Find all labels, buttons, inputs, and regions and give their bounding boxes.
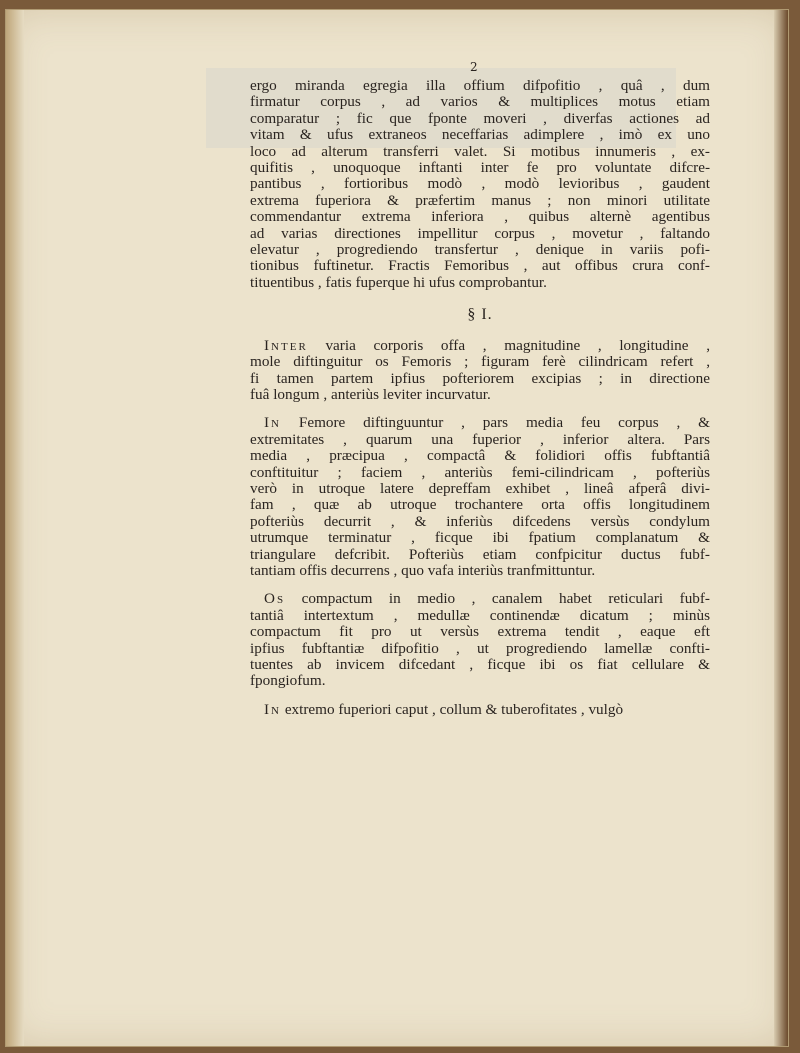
text-line: extrema fuperiora & præfertim manus ; non minori utilitate [250, 192, 710, 209]
text-line: vitam & ufus extraneos neceffarias adimplere , imò ex uno [250, 127, 710, 144]
text-line: tantiâ intertextum , medullæ continendæ dicatum ; minùs [250, 607, 710, 624]
paragraph-gap [250, 690, 710, 702]
section-paragraph [250, 591, 710, 689]
text-line: elevatur , progrediendo transfertur , denique in variis pofi- [250, 242, 710, 259]
text-line: fuâ longum , anteriùs leviter incurvatur. [250, 386, 491, 403]
paragraph-lead-word: In [264, 701, 282, 718]
text-line: fpongiofum. [250, 673, 326, 690]
text-line: ad varias directiones impellitur corpus , movetur , faltando [250, 225, 710, 242]
section-paragraph [250, 702, 710, 718]
page-right-edge [774, 10, 788, 1046]
text-line: conftituitur ; faciem , anteriùs femi-cilindricam , pofteriùs [250, 464, 710, 481]
section-heading: § I. [467, 306, 493, 324]
text-line: utrumque terminatur , ficque ibi fpatium complanatum & [250, 530, 710, 547]
paragraph-lead-word: Inter [264, 337, 308, 354]
text-line-rest: varia corporis offa , magnitudine , longitudine , [307, 337, 710, 354]
intro-paragraph [250, 78, 710, 291]
text-line: ipfius fubftantiæ difpofitio , ut progrediendo lamellæ confti- [250, 640, 710, 657]
paragraph-lead-word: In [264, 415, 282, 432]
text-line: mole diftinguitur os Femoris ; figuram ferè cilindricam refert , [250, 354, 710, 371]
text-line: verò in utroque latere depreffam exhibet , lineâ afperâ divi- [250, 480, 710, 497]
text-line: commendantur extrema inferiora , quibus alternè agentibus [250, 209, 710, 226]
text-line: tionibus fuftinetur. Fractis Femoribus , aut offibus crura conf- [250, 258, 710, 275]
text-line-rest: Femore diftinguuntur , pars media feu corpus , & [281, 415, 710, 432]
section-paragraph [250, 415, 710, 579]
text-line: extremitates , quarum una fuperior , inferior altera. Pars [250, 431, 710, 448]
text-line: pofteriùs decurrit , & inferiùs difcedens versùs condylum [250, 513, 710, 530]
text-line [250, 338, 710, 354]
text-line: tituentibus , fatis fuperque hi ufus comprobantur. [250, 274, 547, 291]
paragraph-lead-word: Os [264, 591, 286, 608]
paragraph-gap [250, 579, 710, 591]
section-body [250, 338, 710, 719]
text-line: tuentes ab invicem difcedant , ficque ibi os fiat cellulare & [250, 657, 710, 673]
text-line: loco ad alterum transferri valet. Si motibus innumeris , ex- [250, 143, 710, 160]
text-line: comparatur ; fic que fponte moveri , diverfas actiones ad [250, 110, 710, 127]
paragraph-gap [250, 403, 710, 415]
text-line: fi tamen partem ipfius pofteriorem excipias ; in directione [250, 370, 710, 387]
text-line: tantiam offis decurrens , quo vafa interiùs tranfmittuntur. [250, 562, 596, 579]
text-line: pantibus , fortioribus modò , modò levioribus , gaudent [250, 176, 710, 193]
page-left-edge [6, 10, 24, 1046]
text-line: firmatur corpus , ad varios & multiplices motus etiam [250, 94, 710, 111]
text-line: quifitis , unoquoque inftanti inter fe pro voluntate difcre- [250, 160, 710, 177]
text-line [250, 415, 710, 431]
section-paragraph [250, 338, 710, 404]
text-line-rest: extremo fuperiori caput , collum & tuberofitates , vulgò [281, 701, 624, 718]
text-line [250, 591, 710, 607]
page-number: 2 [470, 60, 478, 74]
text-line: fam , quæ ab utroque trochantere orta offis longitudinem [250, 497, 710, 514]
text-line [250, 702, 710, 718]
text-line: triangulare defcribit. Pofteriùs etiam confpicitur ductus fubf- [250, 546, 710, 563]
text-line: media , præcipua , compactâ & folidiori offis fubftantiâ [250, 448, 710, 465]
text-line-rest: compactum in medio , canalem habet reticulari fubf- [285, 591, 710, 608]
text-line: compactum fit pro ut versùs extrema tendit , eaque eft [250, 624, 710, 641]
main-text [250, 78, 710, 718]
text-line: ergo miranda egregia illa offium difpofitio , quâ , dum [250, 78, 710, 94]
